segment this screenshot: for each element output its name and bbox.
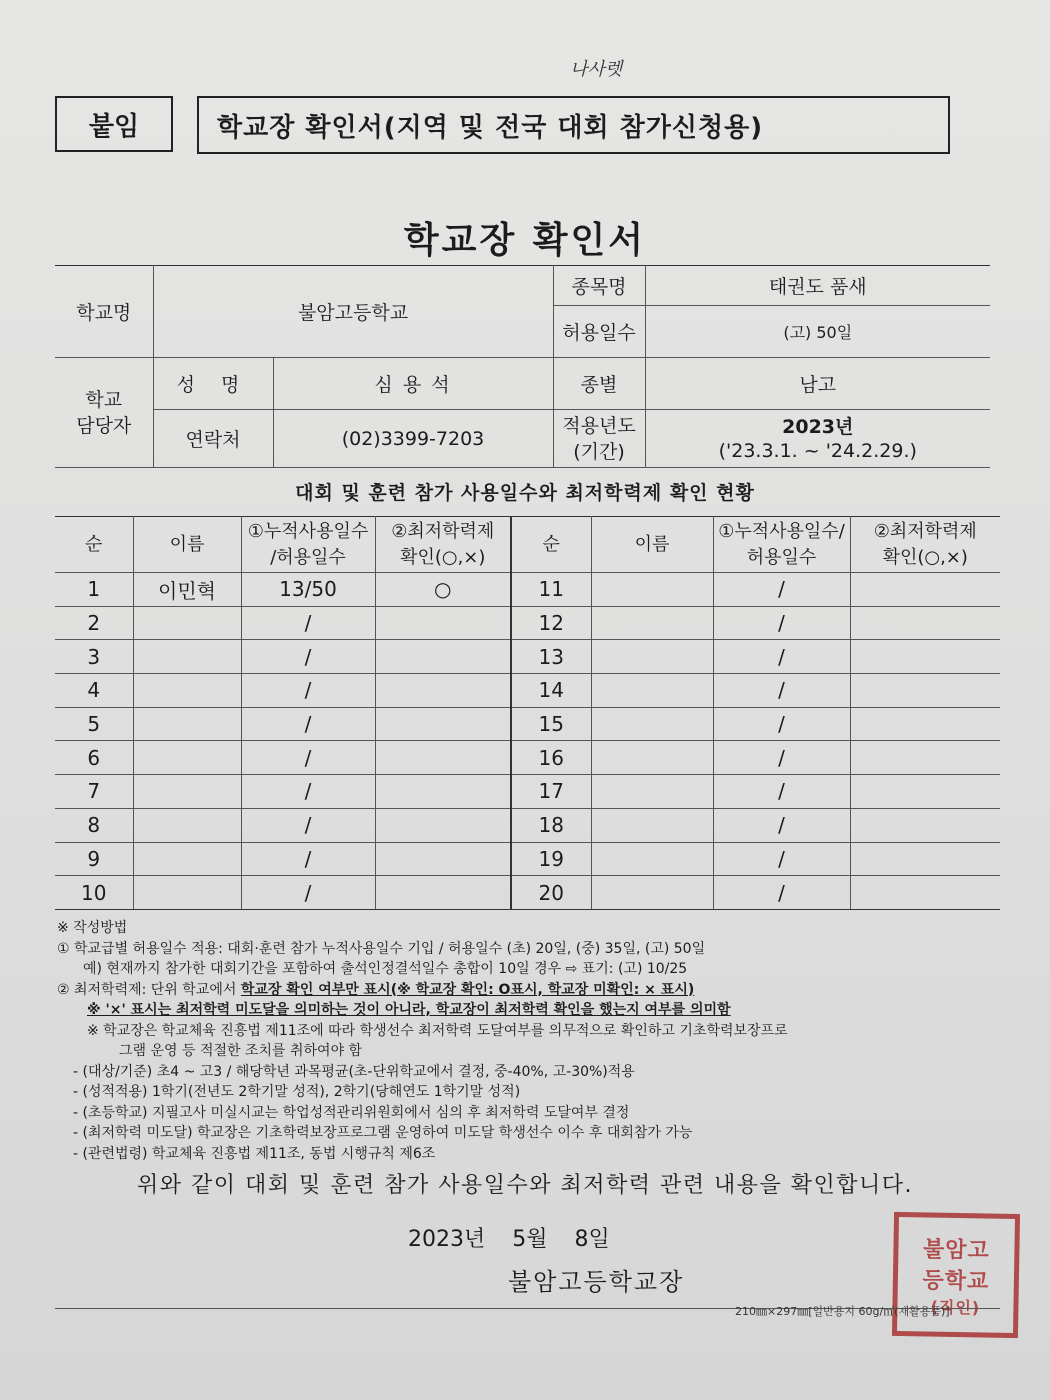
col-header-name-right: 이름 (591, 517, 713, 573)
table-row (55, 606, 1000, 640)
handwritten-note: 나사렛 (570, 59, 623, 80)
usage-days-cell: / (713, 741, 850, 775)
usage-days-cell: 13/50 (241, 573, 375, 607)
col-header-no: 순 (55, 517, 133, 573)
instructions (57, 918, 1002, 1164)
academic-check-cell (375, 842, 511, 876)
usage-days-cell: / (713, 606, 850, 640)
academic-check-cell (375, 775, 511, 809)
year-cell (645, 410, 990, 468)
student-name-cell (591, 876, 713, 910)
academic-check-cell (850, 876, 1000, 910)
usage-table (55, 516, 1000, 910)
instruction-item-1: ① 학교급별 허용일수 적용: 대회·훈련 참가 누적사용일수 기입 / 허용일수 (초) 20일, (중) 35일, (고) 50일 (57, 940, 706, 957)
student-name-cell (591, 775, 713, 809)
usage-days-cell: / (241, 606, 375, 640)
row-number: 18 (511, 808, 591, 842)
staff-name: 심 용 석 (273, 358, 553, 410)
col-header-no-right: 순 (511, 517, 591, 573)
attachment-tag: 붙임 (55, 96, 173, 152)
row-number: 11 (511, 573, 591, 607)
usage-days-cell: / (713, 876, 850, 910)
student-name-cell (591, 808, 713, 842)
row-number: 16 (511, 741, 591, 775)
issue-date (408, 1222, 610, 1253)
usage-days-cell: / (713, 573, 850, 607)
student-name-cell (591, 573, 713, 607)
instruction-item-3-line-2: 그램 운영 등 적절한 조치를 취하여야 함 (119, 1043, 363, 1059)
academic-check-cell (850, 741, 1000, 775)
student-name-cell (133, 606, 241, 640)
instruction-bullet: - (초등학교) 지필고사 미실시교는 학업성적관리위원회에서 심의 후 최저학력 도달여부 결정 (73, 1104, 630, 1121)
usage-days-cell: / (241, 775, 375, 809)
usage-days-cell: / (713, 842, 850, 876)
year-value: 2023년 (782, 415, 854, 438)
academic-check-cell (850, 842, 1000, 876)
student-name-cell (591, 640, 713, 674)
row-number: 17 (511, 775, 591, 809)
student-name-cell (133, 741, 241, 775)
usage-days-cell: / (241, 640, 375, 674)
academic-check-cell (375, 674, 511, 708)
row-number: 5 (55, 707, 133, 741)
instruction-item-2 (57, 980, 1002, 1001)
academic-check-cell (375, 741, 511, 775)
student-name-cell (133, 674, 241, 708)
info-table (55, 265, 990, 468)
student-name-cell (133, 876, 241, 910)
academic-check-cell (850, 808, 1000, 842)
academic-check-cell (375, 707, 511, 741)
academic-check-cell (375, 606, 511, 640)
instruction-bullet: - (최저학력 미도달) 학교장은 기초학력보장프로그램 운영하여 미도달 학생선수 이수 후 대회참가 가능 (73, 1125, 693, 1141)
school-name: 불암고등학교 (153, 266, 553, 358)
row-number: 19 (511, 842, 591, 876)
student-name-cell (133, 640, 241, 674)
staff-label: 학교 담당자 (55, 358, 153, 468)
student-name-cell (591, 674, 713, 708)
student-name-cell (133, 707, 241, 741)
row-number: 3 (55, 640, 133, 674)
instructions-heading: ※ 작성방법 (57, 920, 128, 936)
usage-days-cell: / (713, 775, 850, 809)
school-name-label: 학교명 (55, 266, 153, 358)
usage-days-cell: / (713, 674, 850, 708)
date-day: 8일 (574, 1227, 610, 1252)
col-header-usage-right: ①누적사용일수/ 허용일수 (713, 517, 850, 573)
instruction-item-2-prefix: ② 최저학력제: 단위 학교에서 (57, 981, 241, 998)
instruction-bullet: - (대상/기준) 초4 ~ 고3 / 해당학년 과목평균(초-단위학교에서 결정, 중-40%, 고-30%)적용 (73, 1063, 635, 1080)
table-row (55, 674, 1000, 708)
allowed-days-label: 허용일수 (553, 306, 645, 358)
academic-check-cell (375, 808, 511, 842)
usage-days-cell: / (713, 640, 850, 674)
gender-label: 종별 (553, 358, 645, 410)
instruction-bullet: - (관련법령) 학교체육 진흥법 제11조, 동법 시행규칙 제6조 (73, 1145, 436, 1162)
usage-days-cell: / (241, 674, 375, 708)
col-header-usage: ①누적사용일수 /허용일수 (241, 517, 375, 573)
usage-days-cell: / (241, 808, 375, 842)
confirmation-statement: 위와 같이 대회 및 훈련 참가 사용일수와 최저학력 관련 내용을 확인합니다. (137, 1173, 913, 1198)
instruction-bullet: - (성적적용) 1학기(전년도 2학기말 성적), 2학기(당해연도 1학기말 성적) (73, 1084, 521, 1100)
date-month: 5월 (512, 1227, 548, 1252)
event-label: 종목명 (553, 266, 645, 306)
academic-check-cell (850, 775, 1000, 809)
row-number: 8 (55, 808, 133, 842)
academic-check-cell (850, 606, 1000, 640)
row-number: 1 (55, 573, 133, 607)
row-number: 20 (511, 876, 591, 910)
row-number: 14 (511, 674, 591, 708)
academic-check-cell (850, 674, 1000, 708)
row-number: 9 (55, 842, 133, 876)
usage-days-cell: / (241, 876, 375, 910)
table-row (55, 842, 1000, 876)
official-seal-stamp: 불암고 등학교 (직인) (892, 1212, 1020, 1338)
table-row (55, 876, 1000, 910)
academic-check-cell: ○ (375, 573, 511, 607)
row-number: 6 (55, 741, 133, 775)
usage-days-cell: / (241, 842, 375, 876)
allowed-days-value: (고) 50일 (645, 306, 990, 358)
table-title: 대회 및 훈련 참가 사용일수와 최저학력제 확인 현황 (295, 482, 755, 504)
year-label: 적용년도 (기간) (553, 410, 645, 468)
row-number: 13 (511, 640, 591, 674)
principal-name: 불암고등학교장 (508, 1268, 685, 1296)
gender-value: 남고 (645, 358, 990, 410)
usage-days-cell: / (241, 707, 375, 741)
instruction-item-2-note: ※ '×' 표시는 최저학력 미도달을 의미하는 것이 아니라, 학교장이 최저학력 확인을 했는지 여부를 의미함 (87, 1002, 731, 1018)
page-title: 학교장 확인서 (403, 220, 647, 261)
student-name-cell (591, 707, 713, 741)
academic-check-cell (375, 876, 511, 910)
col-header-academic-right: ②최저학력제 확인(○,×) (850, 517, 1000, 573)
row-number: 7 (55, 775, 133, 809)
usage-days-cell: / (713, 707, 850, 741)
date-year: 2023년 (408, 1227, 486, 1252)
event-value: 태권도 품새 (645, 266, 990, 306)
student-name-cell: 이민혁 (133, 573, 241, 607)
student-name-cell (133, 842, 241, 876)
row-number: 15 (511, 707, 591, 741)
academic-check-cell (850, 640, 1000, 674)
col-header-academic: ②최저학력제 확인(○,×) (375, 517, 511, 573)
col-header-name: 이름 (133, 517, 241, 573)
usage-days-cell: / (241, 741, 375, 775)
table-row (55, 775, 1000, 809)
academic-check-cell (850, 573, 1000, 607)
academic-check-cell (850, 707, 1000, 741)
student-name-cell (133, 775, 241, 809)
student-name-cell (133, 808, 241, 842)
usage-days-cell: / (713, 808, 850, 842)
instruction-item-1-example: 예) 현재까지 참가한 대회기간을 포함하여 출석인정결석일수 총합이 10일 경우 ⇨ 표기: (고) 10/25 (83, 961, 688, 977)
academic-check-cell (375, 640, 511, 674)
contact-label: 연락처 (153, 410, 273, 468)
table-row (55, 640, 1000, 674)
paper-spec: 210㎜×297㎜[일반용지 60g/㎡(재활용품)] (735, 1305, 950, 1318)
instruction-item-3-line-1: ※ 학교장은 학교체육 진흥법 제11조에 따라 학생선수 최저학력 도달여부를 의무적으로 확인하고 기초학력보장프로 (87, 1022, 788, 1039)
header-title: 학교장 확인서(지역 및 전국 대회 참가신청용) (197, 96, 950, 154)
student-name-cell (591, 842, 713, 876)
row-number: 2 (55, 606, 133, 640)
instruction-item-2-underlined: 학교장 확인 여부만 표시(※ 학교장 확인: O표시, 학교장 미확인: × 표시) (240, 981, 695, 998)
table-row (55, 707, 1000, 741)
student-name-cell (591, 741, 713, 775)
table-row (55, 808, 1000, 842)
table-row (55, 573, 1000, 607)
table-row (55, 741, 1000, 775)
staff-name-label: 성 명 (153, 358, 273, 410)
period-value: ('23.3.1. ~ '24.2.29.) (718, 439, 917, 462)
row-number: 4 (55, 674, 133, 708)
row-number: 10 (55, 876, 133, 910)
student-name-cell (591, 606, 713, 640)
contact-value: (02)3399-7203 (273, 410, 553, 468)
row-number: 12 (511, 606, 591, 640)
